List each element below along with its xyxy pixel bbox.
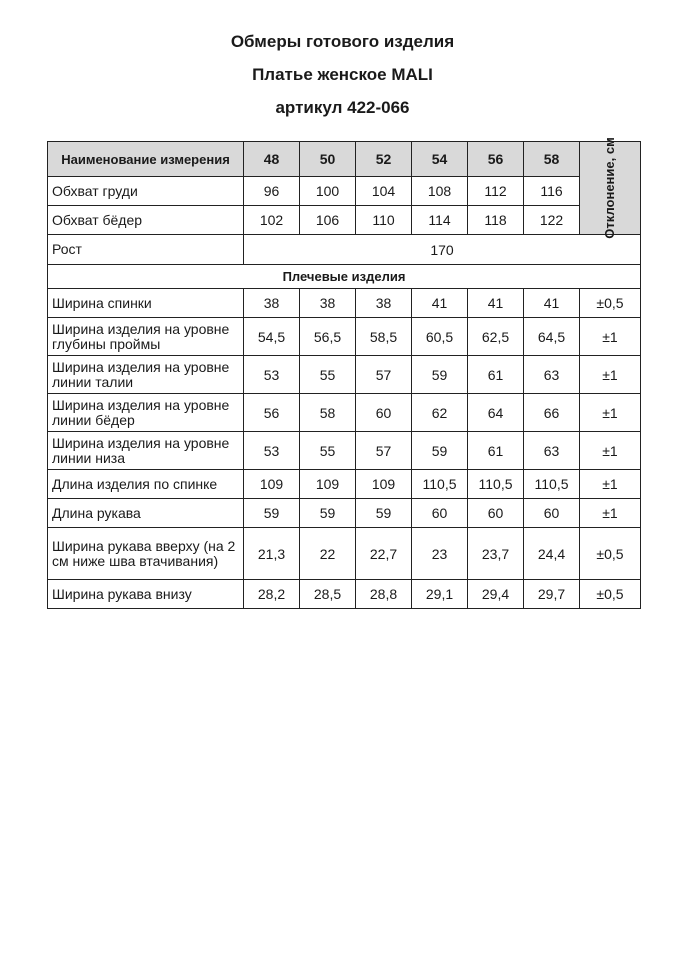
value-cell: 60,5	[412, 318, 468, 356]
article-number: артикул 422-066	[275, 98, 410, 117]
value-cell: 63	[524, 432, 580, 470]
value-cell: 22,7	[356, 528, 412, 580]
deviation-column-header	[580, 137, 641, 239]
value-cell: 64,5	[524, 318, 580, 356]
deviation-header-label: Отклонение, см	[602, 137, 617, 239]
value-cell: 59	[412, 432, 468, 470]
document-title: Обмеры готового изделия	[230, 32, 455, 51]
value-cell: 118	[468, 206, 524, 235]
value-cell: 61	[468, 432, 524, 470]
measurement-name: Рост	[48, 235, 244, 265]
value-cell: 64	[468, 394, 524, 432]
section-row	[48, 265, 641, 289]
deviation-cell: ±1	[580, 394, 641, 432]
measurement-name: Ширина изделия на уровне линии талии	[48, 356, 244, 394]
value-cell: 109	[244, 470, 300, 499]
table-row	[48, 528, 641, 580]
table-row	[48, 206, 641, 235]
measurement-name: Ширина рукава вверху (на 2 см ниже шва втачивания)	[48, 528, 244, 580]
value-cell: 29,7	[524, 580, 580, 609]
value-cell: 96	[244, 177, 300, 206]
value-cell: 53	[244, 356, 300, 394]
deviation-cell: ±0,5	[580, 289, 641, 318]
table-row	[48, 289, 641, 318]
value-cell: 28,8	[356, 580, 412, 609]
value-cell: 38	[356, 289, 412, 318]
value-cell: 116	[524, 177, 580, 206]
value-cell: 54,5	[244, 318, 300, 356]
value-cell: 110,5	[524, 470, 580, 499]
measurement-name: Ширина изделия на уровне линии низа	[48, 432, 244, 470]
measurement-name: Ширина спинки	[48, 289, 244, 318]
measurement-name: Ширина изделия на уровне глубины проймы	[48, 318, 244, 356]
size-header: 56	[468, 142, 524, 177]
table-row	[48, 356, 641, 394]
value-cell: 59	[412, 356, 468, 394]
table-row	[48, 394, 641, 432]
deviation-cell: ±0,5	[580, 528, 641, 580]
value-cell: 104	[356, 177, 412, 206]
value-cell: 57	[356, 432, 412, 470]
value-cell: 110,5	[412, 470, 468, 499]
value-cell: 41	[412, 289, 468, 318]
value-cell: 61	[468, 356, 524, 394]
value-cell: 60	[524, 499, 580, 528]
height-row	[48, 235, 641, 265]
measurement-name: Длина изделия по спинке	[48, 470, 244, 499]
value-cell: 109	[300, 470, 356, 499]
value-cell: 29,1	[412, 580, 468, 609]
measurement-name: Ширина рукава внизу	[48, 580, 244, 609]
value-cell: 62	[412, 394, 468, 432]
value-cell: 56	[244, 394, 300, 432]
table-row	[48, 580, 641, 609]
value-cell: 102	[244, 206, 300, 235]
name-column-header: Наименование измерения	[48, 142, 244, 177]
measurement-name: Обхват бёдер	[48, 206, 244, 235]
value-cell: 106	[300, 206, 356, 235]
value-cell: 112	[468, 177, 524, 206]
value-cell: 23,7	[468, 528, 524, 580]
measurement-name: Обхват груди	[48, 177, 244, 206]
table-row	[48, 177, 641, 206]
deviation-cell: ±1	[580, 432, 641, 470]
value-cell: 60	[412, 499, 468, 528]
value-cell: 60	[356, 394, 412, 432]
value-cell: 56,5	[300, 318, 356, 356]
value-cell: 41	[524, 289, 580, 318]
deviation-cell: ±0,5	[580, 580, 641, 609]
value-cell: 100	[300, 177, 356, 206]
value-cell: 109	[356, 470, 412, 499]
value-cell: 63	[524, 356, 580, 394]
value-cell: 59	[300, 499, 356, 528]
measurements-table	[47, 137, 641, 609]
value-cell: 38	[300, 289, 356, 318]
value-cell: 28,2	[244, 580, 300, 609]
measurement-name: Длина рукава	[48, 499, 244, 528]
table-row	[48, 499, 641, 528]
size-header: 48	[244, 142, 300, 177]
value-cell: 59	[244, 499, 300, 528]
value-cell: 57	[356, 356, 412, 394]
table-row	[48, 318, 641, 356]
size-header: 58	[524, 142, 580, 177]
value-cell: 41	[468, 289, 524, 318]
value-cell: 110,5	[468, 470, 524, 499]
value-cell: 114	[412, 206, 468, 235]
value-cell: 58,5	[356, 318, 412, 356]
document-header	[0, 30, 685, 116]
size-header: 50	[300, 142, 356, 177]
table-row	[48, 432, 641, 470]
deviation-cell: ±1	[580, 356, 641, 394]
value-cell: 53	[244, 432, 300, 470]
value-cell: 66	[524, 394, 580, 432]
deviation-cell: ±1	[580, 318, 641, 356]
value-cell: 62,5	[468, 318, 524, 356]
value-cell: 29,4	[468, 580, 524, 609]
value-cell: 38	[244, 289, 300, 318]
value-cell: 59	[356, 499, 412, 528]
value-cell: 110	[356, 206, 412, 235]
measurement-name: Ширина изделия на уровне линии бёдер	[48, 394, 244, 432]
size-header: 54	[412, 142, 468, 177]
product-name: Платье женское MALI	[252, 65, 433, 84]
section-title: Плечевые изделия	[48, 265, 641, 289]
value-cell: 22	[300, 528, 356, 580]
size-header: 52	[356, 142, 412, 177]
height-value: 170	[244, 235, 641, 265]
value-cell: 24,4	[524, 528, 580, 580]
deviation-cell: ±1	[580, 499, 641, 528]
deviation-cell: ±1	[580, 470, 641, 499]
value-cell: 60	[468, 499, 524, 528]
value-cell: 122	[524, 206, 580, 235]
value-cell: 58	[300, 394, 356, 432]
table-row	[48, 470, 641, 499]
value-cell: 55	[300, 356, 356, 394]
value-cell: 55	[300, 432, 356, 470]
value-cell: 21,3	[244, 528, 300, 580]
value-cell: 28,5	[300, 580, 356, 609]
table-header-row	[48, 142, 641, 177]
value-cell: 23	[412, 528, 468, 580]
value-cell: 108	[412, 177, 468, 206]
